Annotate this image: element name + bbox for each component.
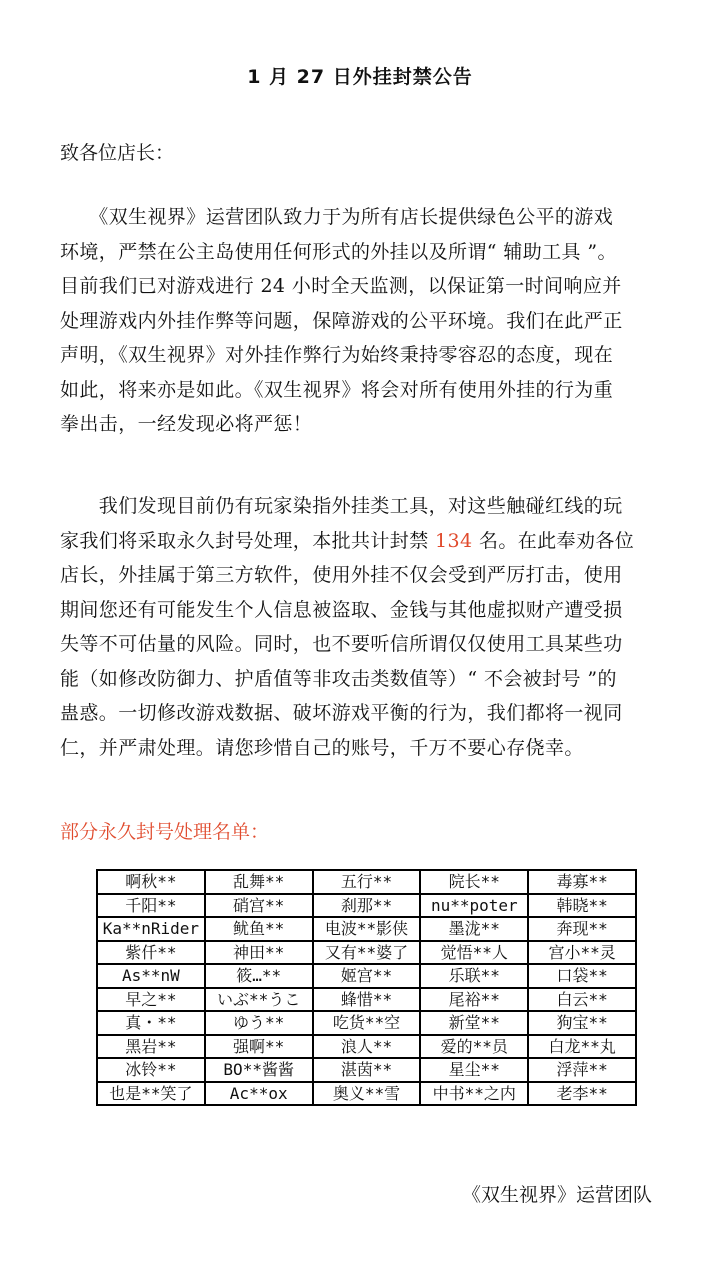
ban-count: 134	[435, 529, 473, 552]
ban-list-row	[97, 1082, 636, 1106]
ban-list-cell: 奔现**	[528, 917, 636, 941]
signature: 《双生视界》运营团队	[461, 1184, 652, 1206]
ban-list-cell: 院长**	[420, 870, 528, 894]
text-before-count: 家我们将采取永久封号处理，本批共计封禁	[60, 529, 436, 552]
paragraph-line: 声明，《双生视界》对外挂作弊行为始终秉持零容忍的态度，现在	[60, 344, 614, 366]
ban-list-cell: 乐联**	[420, 964, 528, 988]
ban-list-cell: 神田**	[205, 941, 313, 965]
paragraph-ban-notice	[60, 489, 662, 765]
ban-list-cell: 强啊**	[205, 1035, 313, 1059]
ban-list-row	[97, 1011, 636, 1035]
paragraph-line: 能（如修改防御力、护盾值等非攻击类数值等）“ 不会被封号 ”的	[60, 667, 617, 690]
ban-list-cell: 黑岩**	[97, 1035, 205, 1059]
ban-list-cell: 又有**婆了	[313, 941, 421, 965]
ban-list-row	[97, 917, 636, 941]
ban-list-cell: Ac**ox	[205, 1082, 313, 1106]
ban-list-cell: 冰铃**	[97, 1058, 205, 1082]
ban-list-cell: 韩晓**	[528, 894, 636, 918]
ban-list-row	[97, 941, 636, 965]
ban-list-cell: 老李**	[528, 1082, 636, 1106]
ban-list-cell: nu**poter	[420, 894, 528, 918]
ban-list-cell: 白龙**丸	[528, 1035, 636, 1059]
ban-list-cell: 湛茵**	[313, 1058, 421, 1082]
ban-list-cell: 墨泷**	[420, 917, 528, 941]
paragraph-line: 拳出击，一经发现必将严惩！	[60, 413, 313, 435]
ban-list-cell: 电波**影侠	[313, 917, 421, 941]
ban-list-cell: いぶ**うこ	[205, 988, 313, 1012]
paragraph-line: 仁，并严肃处理。请您珍惜自己的账号，千万不要心存侥幸。	[60, 736, 584, 759]
ban-list-cell: 狗宝**	[528, 1011, 636, 1035]
ban-list-cell: 浮萍**	[528, 1058, 636, 1082]
ban-list-row	[97, 988, 636, 1012]
text-after-count: 名。在此奉劝各位	[472, 529, 635, 552]
ban-list-row	[97, 1058, 636, 1082]
ban-list-table	[96, 869, 637, 1106]
ban-list-cell: 硝宫**	[205, 894, 313, 918]
greeting: 致各位店长：	[60, 142, 175, 164]
ban-list-cell: 早之**	[97, 988, 205, 1012]
ban-list-cell: 乱舞**	[205, 870, 313, 894]
ban-list-cell: 啊秋**	[97, 870, 205, 894]
ban-list-cell: 蜂惜**	[313, 988, 421, 1012]
ban-list-cell: 白云**	[528, 988, 636, 1012]
ban-list-cell: BO**酱酱	[205, 1058, 313, 1082]
paragraph-line: 店长，外挂属于第三方软件，使用外挂不仅会受到严厉打击，使用	[60, 564, 623, 586]
paragraph-line: 蛊惑。一切修改游戏数据、破坏游戏平衡的行为，我们都将一视同	[60, 702, 623, 724]
paragraph-line: 环境，严禁在公主岛使用任何形式的外挂以及所谓“ 辅助工具 ”。	[60, 240, 617, 263]
ban-list-cell: 宫小**灵	[528, 941, 636, 965]
ban-list-cell: As**nW	[97, 964, 205, 988]
paragraph-line: 失等不可估量的风险。同时，也不要听信所谓仅仅使用工具某些功	[60, 633, 623, 655]
ban-list-cell: 星尘**	[420, 1058, 528, 1082]
ban-list-cell: 姬宫**	[313, 964, 421, 988]
ban-list-row	[97, 894, 636, 918]
paragraph-line-ban-count	[60, 524, 662, 559]
paragraph-line: 《双生视界》运营团队致力于为所有店长提供绿色公平的游戏	[60, 206, 614, 228]
ban-list-row	[97, 964, 636, 988]
ban-list-cell: 刹那**	[313, 894, 421, 918]
ban-list-cell: 筱…**	[205, 964, 313, 988]
ban-list-cell: 新堂**	[420, 1011, 528, 1035]
ban-list-cell: 五行**	[313, 870, 421, 894]
ban-list-body	[97, 870, 636, 1105]
paragraph-line: 处理游戏内外挂作弊等问题，保障游戏的公平环境。我们在此严正	[60, 309, 623, 332]
ban-list-cell: 中书**之内	[420, 1082, 528, 1106]
ban-list-cell: Ka**nRider	[97, 917, 205, 941]
paragraph-line: 期间您还有可能发生个人信息被盗取、金钱与其他虚拟财产遭受损	[60, 598, 623, 621]
ban-list-cell: 毒寡**	[528, 870, 636, 894]
paragraph-line: 我们发现目前仍有玩家染指外挂类工具，对这些触碰红线的玩	[60, 495, 623, 517]
paragraph-anti-cheat-policy	[60, 200, 662, 442]
ban-list-cell: 千阳**	[97, 894, 205, 918]
ban-list-cell: ゆう**	[205, 1011, 313, 1035]
ban-list-cell: 浪人**	[313, 1035, 421, 1059]
ban-list-cell: 觉悟**人	[420, 941, 528, 965]
ban-list-cell: 紫仟**	[97, 941, 205, 965]
ban-list-heading: 部分永久封号处理名单：	[60, 821, 270, 843]
ban-list-cell: 口袋**	[528, 964, 636, 988]
ban-list-cell: 尾裕**	[420, 988, 528, 1012]
ban-list-cell: 鱿鱼**	[205, 917, 313, 941]
ban-list-cell: 奥义**雪	[313, 1082, 421, 1106]
paragraph-line: 如此，将来亦是如此。《双生视界》将会对所有使用外挂的行为重	[60, 378, 614, 401]
paragraph-line: 目前我们已对游戏进行 24 小时全天监测，以保证第一时间响应并	[60, 275, 622, 297]
ban-list-row	[97, 870, 636, 894]
announcement-title: 1 月 27 日外挂封禁公告	[247, 66, 473, 88]
ban-list-cell: 爱的**员	[420, 1035, 528, 1059]
ban-list-cell: 真・**	[97, 1011, 205, 1035]
ban-list-cell: 也是**笑了	[97, 1082, 205, 1106]
ban-list-row	[97, 1035, 636, 1059]
ban-list-cell: 吃货**空	[313, 1011, 421, 1035]
